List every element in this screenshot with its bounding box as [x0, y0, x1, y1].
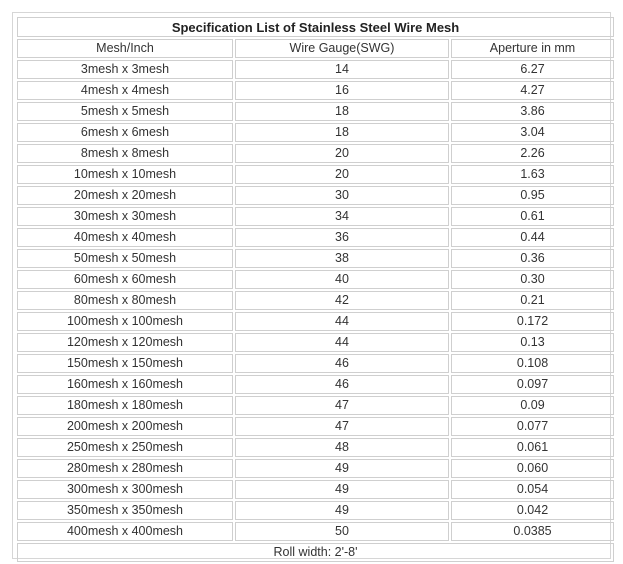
table-row: [17, 333, 614, 352]
cell-aperture: 3.86: [451, 102, 614, 121]
cell-mesh: 200mesh x 200mesh: [17, 417, 233, 436]
cell-wire-gauge: 47: [235, 396, 449, 415]
spec-table-container: [12, 12, 611, 559]
cell-wire-gauge: 49: [235, 501, 449, 520]
table-row: [17, 228, 614, 247]
table-row: [17, 501, 614, 520]
cell-aperture: 0.30: [451, 270, 614, 289]
table-row: [17, 249, 614, 268]
cell-aperture: 0.054: [451, 480, 614, 499]
table-title-row: [17, 17, 614, 37]
column-header-mesh: Mesh/Inch: [17, 39, 233, 58]
cell-mesh: 4mesh x 4mesh: [17, 81, 233, 100]
cell-mesh: 180mesh x 180mesh: [17, 396, 233, 415]
cell-wire-gauge: 49: [235, 480, 449, 499]
cell-aperture: 6.27: [451, 60, 614, 79]
cell-aperture: 3.04: [451, 123, 614, 142]
table-row: [17, 207, 614, 226]
cell-aperture: 0.61: [451, 207, 614, 226]
cell-wire-gauge: 18: [235, 123, 449, 142]
cell-wire-gauge: 20: [235, 144, 449, 163]
cell-wire-gauge: 48: [235, 438, 449, 457]
cell-mesh: 8mesh x 8mesh: [17, 144, 233, 163]
cell-aperture: 0.95: [451, 186, 614, 205]
cell-mesh: 30mesh x 30mesh: [17, 207, 233, 226]
table-row: [17, 375, 614, 394]
table-row: [17, 354, 614, 373]
cell-aperture: 0.097: [451, 375, 614, 394]
cell-aperture: 4.27: [451, 81, 614, 100]
cell-mesh: 160mesh x 160mesh: [17, 375, 233, 394]
cell-aperture: 0.108: [451, 354, 614, 373]
cell-wire-gauge: 44: [235, 312, 449, 331]
cell-aperture: 0.21: [451, 291, 614, 310]
cell-aperture: 0.060: [451, 459, 614, 478]
cell-wire-gauge: 50: [235, 522, 449, 541]
table-row: [17, 480, 614, 499]
cell-wire-gauge: 20: [235, 165, 449, 184]
cell-wire-gauge: 47: [235, 417, 449, 436]
cell-mesh: 60mesh x 60mesh: [17, 270, 233, 289]
table-header-row: [17, 39, 614, 58]
spec-table-body: [17, 17, 614, 562]
cell-mesh: 300mesh x 300mesh: [17, 480, 233, 499]
cell-aperture: 0.09: [451, 396, 614, 415]
table-row: [17, 396, 614, 415]
cell-mesh: 3mesh x 3mesh: [17, 60, 233, 79]
cell-wire-gauge: 42: [235, 291, 449, 310]
table-row: [17, 522, 614, 541]
cell-wire-gauge: 38: [235, 249, 449, 268]
cell-aperture: 0.13: [451, 333, 614, 352]
column-header-wire-gauge: Wire Gauge(SWG): [235, 39, 449, 58]
table-row: [17, 186, 614, 205]
cell-aperture: 0.077: [451, 417, 614, 436]
table-title: Specification List of Stainless Steel Wire Mesh: [17, 17, 614, 37]
cell-aperture: 0.36: [451, 249, 614, 268]
cell-mesh: 250mesh x 250mesh: [17, 438, 233, 457]
cell-mesh: 280mesh x 280mesh: [17, 459, 233, 478]
spec-table: [15, 15, 616, 564]
table-row: [17, 60, 614, 79]
cell-mesh: 20mesh x 20mesh: [17, 186, 233, 205]
cell-aperture: 1.63: [451, 165, 614, 184]
cell-wire-gauge: 46: [235, 375, 449, 394]
column-header-aperture: Aperture in mm: [451, 39, 614, 58]
roll-width-note: Roll width: 2'-8': [17, 543, 614, 562]
cell-mesh: 150mesh x 150mesh: [17, 354, 233, 373]
cell-wire-gauge: 40: [235, 270, 449, 289]
cell-mesh: 6mesh x 6mesh: [17, 123, 233, 142]
table-row: [17, 438, 614, 457]
cell-mesh: 350mesh x 350mesh: [17, 501, 233, 520]
cell-wire-gauge: 34: [235, 207, 449, 226]
table-row: [17, 144, 614, 163]
cell-wire-gauge: 18: [235, 102, 449, 121]
cell-wire-gauge: 44: [235, 333, 449, 352]
cell-wire-gauge: 30: [235, 186, 449, 205]
table-row: [17, 81, 614, 100]
cell-mesh: 50mesh x 50mesh: [17, 249, 233, 268]
cell-mesh: 400mesh x 400mesh: [17, 522, 233, 541]
table-row: [17, 312, 614, 331]
cell-wire-gauge: 49: [235, 459, 449, 478]
table-row: [17, 270, 614, 289]
cell-aperture: 0.042: [451, 501, 614, 520]
table-row: [17, 123, 614, 142]
table-row: [17, 459, 614, 478]
table-row: [17, 417, 614, 436]
cell-mesh: 100mesh x 100mesh: [17, 312, 233, 331]
cell-mesh: 120mesh x 120mesh: [17, 333, 233, 352]
cell-wire-gauge: 14: [235, 60, 449, 79]
cell-aperture: 0.061: [451, 438, 614, 457]
cell-mesh: 5mesh x 5mesh: [17, 102, 233, 121]
cell-mesh: 40mesh x 40mesh: [17, 228, 233, 247]
cell-mesh: 80mesh x 80mesh: [17, 291, 233, 310]
table-row: [17, 291, 614, 310]
cell-wire-gauge: 16: [235, 81, 449, 100]
cell-aperture: 2.26: [451, 144, 614, 163]
cell-wire-gauge: 46: [235, 354, 449, 373]
cell-mesh: 10mesh x 10mesh: [17, 165, 233, 184]
table-footer-row: [17, 543, 614, 562]
table-row: [17, 102, 614, 121]
cell-aperture: 0.44: [451, 228, 614, 247]
cell-aperture: 0.0385: [451, 522, 614, 541]
cell-wire-gauge: 36: [235, 228, 449, 247]
cell-aperture: 0.172: [451, 312, 614, 331]
table-row: [17, 165, 614, 184]
